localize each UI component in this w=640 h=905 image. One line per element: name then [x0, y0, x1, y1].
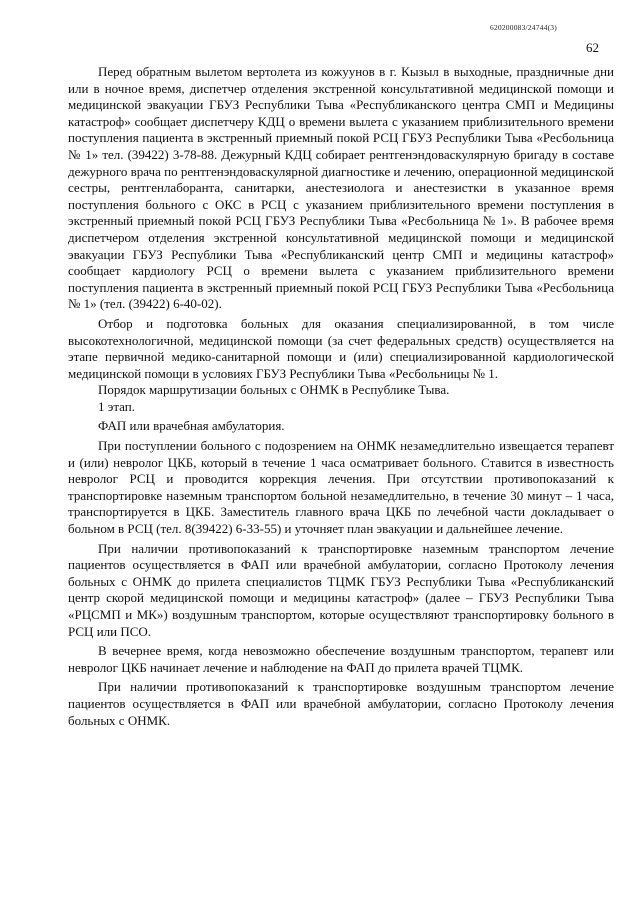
paragraph-helicopter-return: Перед обратным вылетом вертолета из кожуунов в г. Кызыл в выходные, праздничные дни или в ночное время, диспетчер отделения экстренной консультативной медицинской помощи и медицинской эвакуации ГБУЗ Республики Тыва «Республиканского центра СМП и Медицины катастроф» сообщает диспетчеру КДЦ о времени вылета с указанием приблизительного времени поступления пациента в экстренный приемный покой РСЦ ГБУЗ Республики Тыва «Ресбольница № 1» тел. (39422) 3-78-88. Дежурный КДЦ собирает рентгенэндоваскулярную бригаду в составе дежурного врача по рентгенэндоваскулярной диагностике и лечению, операционной медицинской сестры, рентгенлаборанта, санитарки, анестезиолога и анестезистки в указанное время поступления больного с ОКС в РСЦ с указанием приблизительного времени поступления в экстренный приемный покой РСЦ ГБУЗ Республики Тыва «Ресбольница № 1». В рабочее время диспетчером отделения экстренной консультативной медицинской помощи и медицинской эвакуации ГБУЗ Республики Тыва «Республиканский центр СМП и медицины катастроф» сообщает кардиологу РСЦ о времени вылета с указанием приблизительного времени поступления пациента в экстренный приемный покой РСЦ ГБУЗ Республики Тыва «Ресбольница № 1» (тел. (39422) 6-40-02). [68, 64, 614, 312]
document-code: 620200083/24744(3) [490, 23, 557, 32]
paragraph-evening-time: В вечернее время, когда невозможно обеспечение воздушным транспортом, терапевт или невролог ЦКБ начинает лечение и наблюдение на ФАП до прилета врачей ТЦМК. [68, 643, 614, 675]
paragraph-ground-contraindications: При наличии противопоказаний к транспортировке наземным транспортом лечение пациентов осуществляется в ФАП или врачебной амбулатории, согласно Протоколу лечения больных с ОНМК до прилета специалистов ТЦМК ГБУЗ Республики Тыва «Республиканский центр скорой медицинской помощи и медицины катастроф» (далее – ГБУЗ Республики Тыва «РЦСМП и МК») воздушным транспортом, которые осуществляют транспортировку больного в РСЦ или ПСО. [68, 540, 614, 639]
paragraph-stage-1: 1 этап. [98, 398, 135, 414]
paragraph-stroke-admission: При поступлении больного с подозрением на ОНМК незамедлительно извещается терапевт и (или) невролог ЦКБ, который в течение 1 часа осматривает больного. Ставится в известность невролог РСЦ и проводится коррекция лечения. При отсутствии противопоказаний к транспортировке наземным транспортом больной незамедлительно, в течение 30 минут – 1 часа, транспортируется в ЦКБ. Заместитель главного врача ЦКБ по лечебной части докладывает о больном в РСЦ (тел. 8(39422) 6-33-55) и уточняет план эвакуации и дальнейшее лечение. [68, 438, 614, 537]
paragraph-fap-ambulatory: ФАП или врачебная амбулатория. [98, 418, 285, 434]
paragraph-routing-heading: Порядок маршрутизации больных с ОНМК в Республике Тыва. [98, 382, 450, 398]
page-number: 62 [586, 40, 599, 55]
document-body [68, 64, 614, 729]
paragraph-patient-selection: Отбор и подготовка больных для оказания специализированной, в том числе высокотехнологичной, медицинской помощи (за счет федеральных средств) осуществляется на этапе первичной медико-санитарной помощи и (или) специализированной кардиологической медицинской помощи в условиях ГБУЗ Республики Тыва «Ресбольницы № 1. [68, 315, 614, 381]
paragraph-air-contraindications: При наличии противопоказаний к транспортировке воздушным транспортом лечение пациентов осуществляется в ФАП или врачебной амбулатории, согласно Протоколу лечения больных с ОНМК. [68, 679, 614, 728]
